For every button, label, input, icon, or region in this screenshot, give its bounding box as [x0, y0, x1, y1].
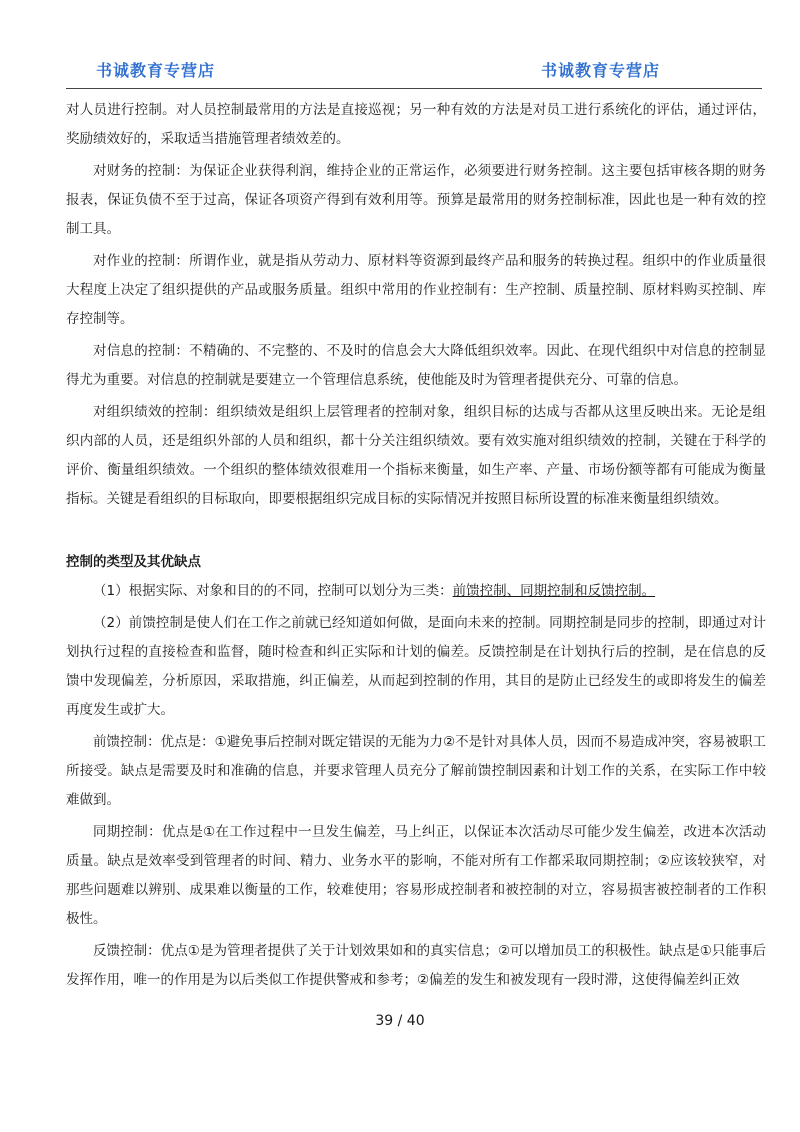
control-types-underlined: 前馈控制、同期控制和反馈控制。	[452, 583, 656, 599]
paragraph-control-definitions: （2）前馈控制是使人们在工作之前就已经知道如何做，是面向未来的控制。同期控制是同步的控制，即通过对计划执行过程的直接检查和监督，随时检查和纠正实际和计划的偏差。反馈控制是在计划执行后的控制，是在信息的反馈中发现偏差，分析原因，采取措施，纠正偏差，从而起到控制的作用，其目的是防止已经发生的或即将发生的偏差再度发生或扩大。	[66, 615, 766, 718]
control-types-text: （1）根据实际、对象和目的的不同，控制可以划分为三类：	[93, 583, 453, 599]
paragraph-control-types	[66, 577, 766, 606]
section-heading: 控制的类型及其优缺点	[66, 554, 201, 570]
paragraph-personnel-control: 对人员进行控制。对人员控制最常用的方法是直接巡视；另一种有效的方法是对员工进行系统化的评估，通过评估，奖励绩效好的，采取适当措施管理者绩效差的。	[66, 102, 766, 147]
page-header	[0, 0, 800, 92]
paragraph-financial-control: 对财务的控制：为保证企业获得利润，维持企业的正常运作，必须要进行财务控制。这主要包括审核各期的财务报表，保证负债不至于过高，保证各项资产得到有效利用等。预算是最常用的财务控制标准，因此也是一种有效的控制工具。	[66, 163, 766, 237]
paragraph-feedback-control: 反馈控制：优点①是为管理者提供了关于计划效果如和的真实信息；②可以增加员工的积极性。缺点是①只能事后发挥作用，唯一的作用是为以后类似工作提供警戒和参考；②偏差的发生和被发现有一段时滞，这使得偏差纠正效	[66, 943, 766, 988]
paragraph-operations-control: 对作业的控制：所谓作业，就是指从劳动力、原材料等资源到最终产品和服务的转换过程。组织中的作业质量很大程度上决定了组织提供的产品或服务质量。组织中常用的作业控制有：生产控制、质量控制、原材料购买控制、库存控制等。	[66, 253, 766, 327]
header-store-name-left: 书诚教育专营店	[96, 61, 216, 80]
header-divider	[66, 88, 762, 89]
paragraph-feedforward-control: 前馈控制：优点是：①避免事后控制对既定错误的无能为力②不是针对具体人员，因而不易造成冲突，容易被职工所接受。缺点是需要及时和准确的信息，并要求管理人员充分了解前馈控制因素和计划工作的关系，在实际工作中较难做到。	[66, 734, 766, 808]
document-body	[66, 96, 766, 995]
header-store-name-right: 书诚教育专营店	[541, 61, 661, 80]
paragraph-performance-control: 对组织绩效的控制：组织绩效是组织上层管理者的控制对象，组织目标的达成与否都从这里反映出来。无论是组织内部的人员，还是组织外部的人员和组织，都十分关注组织绩效。要有效实施对组织绩效的控制，关键在于科学的评价、衡量组织绩效。一个组织的整体绩效很难用一个指标来衡量，如生产率、产量、市场份额等都有可能成为衡量指标。关键是看组织的目标取向，即要根据组织完成目标的实际情况并按照目标所设置的标准来衡量组织绩效。	[66, 404, 766, 507]
paragraph-information-control: 对信息的控制：不精确的、不完整的、不及时的信息会大大降低组织效率。因此、在现代组织中对信息的控制显得尤为重要。对信息的控制就是要建立一个管理信息系统，使他能及时为管理者提供充分、可靠的信息。	[66, 343, 766, 388]
paragraph-concurrent-control: 同期控制：优点是①在工作过程中一旦发生偏差，马上纠正，以保证本次活动尽可能少发生偏差，改进本次活动质量。缺点是效率受到管理者的时间、精力、业务水平的影响，不能对所有工作都采取同期控制；②应该较狭窄，对那些问题难以辨别、成果难以衡量的工作，较难使用；容易形成控制者和被控制的对立，容易损害被控制者的工作积极性。	[66, 824, 766, 927]
page-number: 39 / 40	[375, 1013, 425, 1029]
